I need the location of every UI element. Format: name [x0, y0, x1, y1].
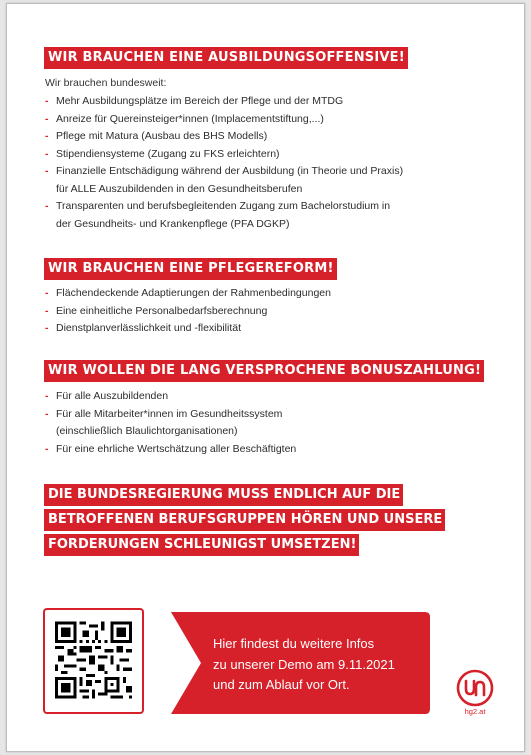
- list-item: - Für eine ehrliche Wertschätzung aller Beschäftigten: [45, 441, 296, 459]
- closing-demand: [44, 484, 445, 559]
- list-item: - Stipendiensysteme (Zugang zu FKS erleichtern): [45, 146, 403, 164]
- heading-ausbildungsoffensive: WIR BRAUCHEN EINE AUSBILDUNGSOFFENSIVE!: [44, 47, 408, 69]
- info-line: zu unserer Demo am 9.11.2021: [213, 656, 395, 672]
- list-item: - Anreize für Quereinsteiger*innen (Implacementstiftung,...): [45, 111, 403, 129]
- closing-line: BETROFFENEN BERUFSGRUPPEN HÖREN UND UNSERE: [44, 509, 445, 531]
- list-pflegereform: [45, 285, 331, 338]
- info-callout: [165, 612, 430, 714]
- list-item: - Mehr Ausbildungsplätze im Bereich der Pflege und der MTDG: [45, 93, 403, 111]
- closing-line: FORDERUNGEN SCHLEUNIGST UMSETZEN!: [44, 534, 359, 556]
- list-item: - Finanzielle Entschädigung während der Ausbildung (in Theorie und Praxis) für ALLE Auszubildenden in den Gesundheitsberufen: [45, 163, 403, 198]
- qr-code-frame: [43, 608, 144, 714]
- heading-pflegereform: WIR BRAUCHEN EINE PFLEGEREFORM!: [44, 258, 337, 280]
- list-item: - Für alle Mitarbeiter*innen im Gesundheitssystem (einschließlich Blaulichtorganisationen): [45, 406, 296, 441]
- heading-bonuszahlung: WIR WOLLEN DIE LANG VERSPROCHENE BONUSZAHLUNG!: [44, 360, 484, 382]
- list-item: - Eine einheitliche Personalbedarfsberechnung: [45, 303, 331, 321]
- list-item: - Transparenten und berufsbegleitenden Zugang zum Bachelorstudium in der Gesundheits- und Krankenpflege (PFA DGKP): [45, 198, 403, 233]
- info-text: [213, 634, 423, 696]
- info-line: Hier findest du weitere Infos: [213, 636, 375, 651]
- list-item: - Dienstplanverlässlichkeit und -flexibilität: [45, 320, 331, 338]
- logo-caption[interactable]: hg2.at: [464, 707, 486, 716]
- list-item: - Flächendeckende Adaptierungen der Rahmenbedingungen: [45, 285, 331, 303]
- qr-code-icon: [55, 620, 132, 700]
- union-logo-icon: [455, 668, 495, 708]
- flyer-page: [6, 3, 525, 752]
- list-bonuszahlung: [45, 388, 296, 458]
- info-line: und zum Ablauf vor Ort.: [213, 677, 350, 692]
- intro-text: Wir brauchen bundesweit:: [45, 77, 167, 89]
- list-item: - Pflege mit Matura (Ausbau des BHS Modells): [45, 128, 403, 146]
- list-ausbildung: [45, 93, 403, 233]
- list-item: - Für alle Auszubildenden: [45, 388, 296, 406]
- closing-line: DIE BUNDESREGIERUNG MUSS ENDLICH AUF DIE: [44, 484, 403, 506]
